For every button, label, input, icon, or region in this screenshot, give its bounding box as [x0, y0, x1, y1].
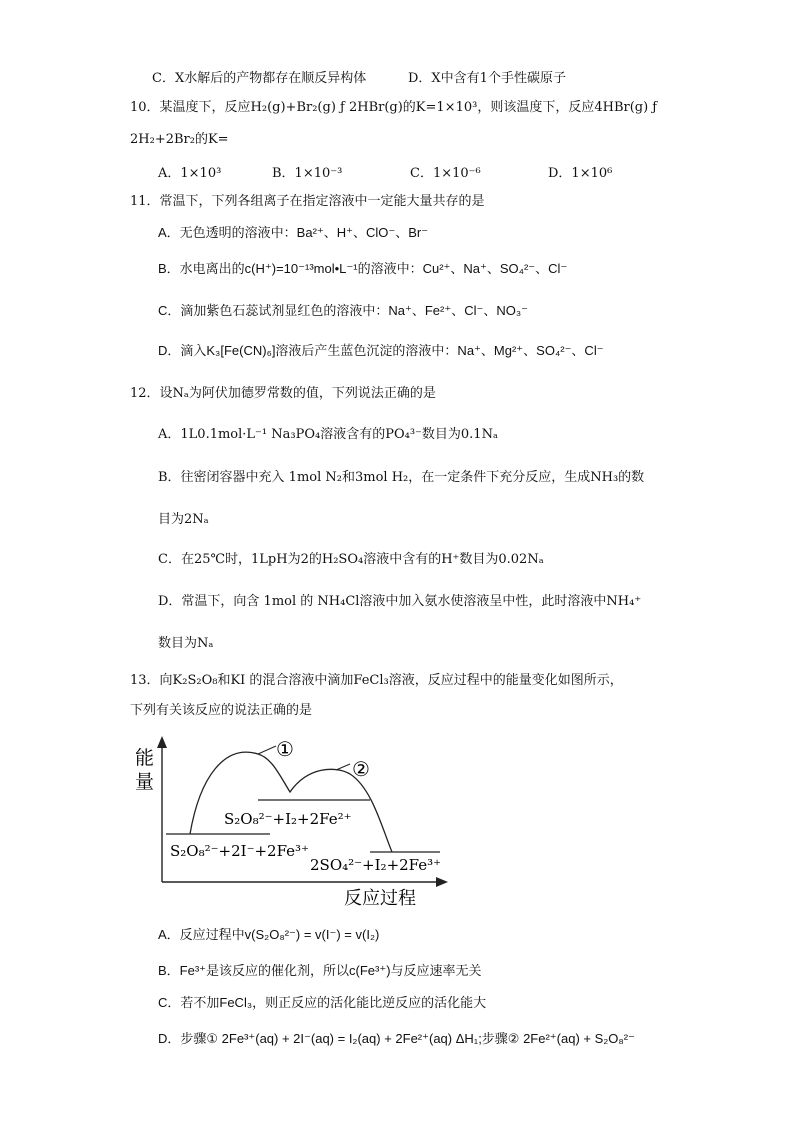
- q9-option-c: C．X水解后的产物都存在顺反异构体: [152, 71, 367, 86]
- reactant-label: S₂O₈²⁻+2I⁻+2Fe³⁺: [170, 842, 309, 860]
- q13-option-d: D．步骤① 2Fe³⁺(aq) + 2I⁻(aq) = I₂(aq) + 2Fe²⁺(aq) ΔH₁;步骤② 2Fe²⁺(aq) + S₂O₈²⁻: [158, 1031, 636, 1046]
- q10-option-d: D．1×10⁶: [548, 166, 613, 181]
- q10-option-b: B．1×10⁻³: [272, 166, 343, 181]
- step1-leader: [258, 746, 276, 754]
- x-axis-arrow: [436, 877, 448, 887]
- q13-stem-line1: 13．向K₂S₂O₈和KI 的混合溶液中滴加FeCl₃溶液，反应过程中的能量变化如图所示，: [130, 673, 623, 688]
- energy-diagram-svg: [135, 736, 450, 912]
- energy-diagram: [135, 736, 450, 912]
- q10-option-c: C．1×10⁻⁶: [410, 166, 481, 181]
- q12-option-d-line2: 数目为Nₐ: [158, 636, 214, 651]
- q13-option-c: C．若不加FeCl₃，则正反应的活化能比逆反应的活化能大: [158, 995, 487, 1010]
- q10-option-a: A．1×10³: [158, 166, 222, 181]
- q11-option-b: B．水电离出的c(H⁺)=10⁻¹³mol•L⁻¹的溶液中：Cu²⁺、Na⁺、SO₄²⁻、Cl⁻: [158, 261, 568, 276]
- q13-option-b: B．Fe³⁺是该反应的催化剂，所以c(Fe³⁺)与反应速率无关: [158, 963, 482, 978]
- q11-option-d: D．滴入K₃[Fe(CN)₆]溶液后产生蓝色沉淀的溶液中：Na⁺、Mg²⁺、SO₄²⁻、Cl⁻: [158, 343, 604, 358]
- x-axis-label: 反应过程: [344, 888, 416, 909]
- q11-option-c: C．滴加紫色石蕊试剂显红色的溶液中：Na⁺、Fe²⁺、Cl⁻、NO₃⁻: [158, 303, 529, 318]
- q12-option-d-line1: D．常温下，向含 1mol 的 NH₄Cl溶液中加入氨水使溶液呈中性，此时溶液中NH₄⁺: [158, 594, 642, 609]
- q11-stem: 11．常温下，下列各组离子在指定溶液中一定能大量共存的是: [130, 194, 485, 209]
- y-axis-label: [135, 747, 160, 793]
- q12-stem: 12．设Nₐ为阿伏加德罗常数的值，下列说法正确的是: [130, 386, 436, 401]
- q9-option-d: D．X中含有1个手性碳原子: [408, 71, 566, 86]
- q13-option-a: A．反应过程中v(S₂O₈²⁻) = v(I⁻) = v(I₂): [158, 927, 380, 942]
- y-label-char-2: 量: [135, 771, 155, 793]
- q10-stem-line1: 10．某温度下，反应H₂(g)+Br₂(g) ƒ 2HBr(g)的K=1×10³，则该温度下，反应4HBr(g) ƒ: [130, 100, 658, 115]
- y-label-char-1: 能: [135, 747, 155, 769]
- q11-option-a: A．无色透明的溶液中：Ba²⁺、H⁺、ClO⁻、Br⁻: [158, 225, 429, 240]
- q12-option-c: C．在25℃时，1LpH为2的H₂SO₄溶液中含有的H⁺数目为0.02Nₐ: [158, 552, 544, 567]
- step2-leader: [336, 764, 350, 770]
- q12-option-b-line2: 目为2Nₐ: [158, 512, 209, 527]
- q12-option-b-line1: B．往密闭容器中充入 1mol N₂和3mol H₂，在一定条件下充分反应，生成NH₃的数: [158, 470, 645, 485]
- step2-marker: ②: [352, 757, 370, 781]
- intermediate-label: S₂O₈²⁻+I₂+2Fe²⁺: [224, 810, 352, 828]
- q13-stem-line2: 下列有关该反应的说法正确的是: [130, 703, 313, 718]
- q12-option-a: A．1L0.1mol·L⁻¹ Na₃PO₄溶液含有的PO₄³⁻数目为0.1Nₐ: [158, 427, 498, 442]
- step1-marker: ①: [276, 737, 294, 761]
- product-label: 2SO₄²⁻+I₂+2Fe³⁺: [310, 856, 442, 874]
- q10-stem-line2: 2H₂+2Br₂的K=: [130, 132, 229, 147]
